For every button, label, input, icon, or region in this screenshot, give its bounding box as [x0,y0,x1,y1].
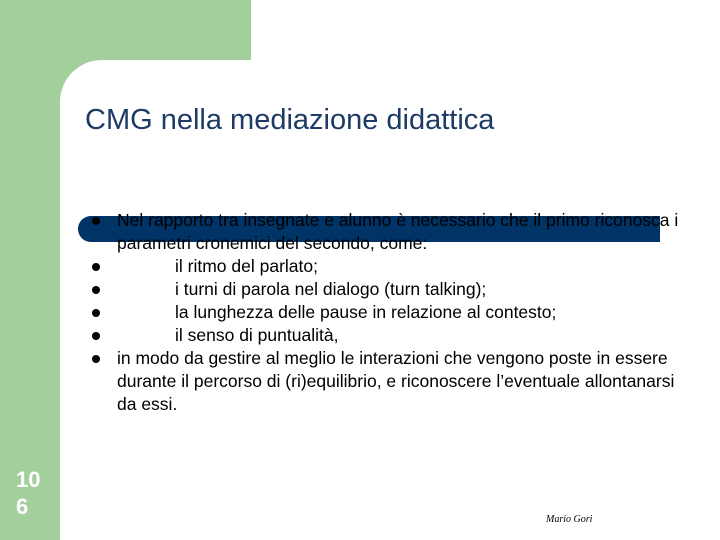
bullet-dot-icon [92,286,100,294]
bullet-text: il senso di puntualità, [175,325,339,345]
slide-title: CMG nella mediazione didattica [85,104,495,136]
list-item [92,255,692,278]
bullet-dot-icon [92,217,100,225]
bullet-text: i turni di parola nel dialogo (turn talking); [175,279,487,299]
list-item [92,324,692,347]
bullet-text: in modo da gestire al meglio le interazioni che vengono poste in essere durante il percorso di (ri)equilibrio, e riconoscere l’eventuale allontanarsi da essi. [117,348,675,414]
list-item [92,278,692,301]
bullet-text: Nel rapporto tra insegnate e alunno è necessario che il primo riconosca i parametri cronemici del secondo, come: [117,210,679,253]
list-item [92,347,692,416]
bullet-dot-icon [92,263,100,271]
list-item [92,209,692,255]
bullet-text: la lunghezza delle pause in relazione al contesto; [175,302,557,322]
list-item [92,301,692,324]
page-number-line: 10 [16,467,41,492]
bullet-text: il ritmo del parlato; [175,256,318,276]
bullet-dot-icon [92,355,100,363]
bullet-list [92,209,692,416]
page-number-line: 6 [16,494,29,519]
author-signature: Mario Gori [546,514,593,525]
green-background-left [0,0,60,540]
bullet-dot-icon [92,332,100,340]
bullet-dot-icon [92,309,100,317]
page-number [16,466,40,520]
